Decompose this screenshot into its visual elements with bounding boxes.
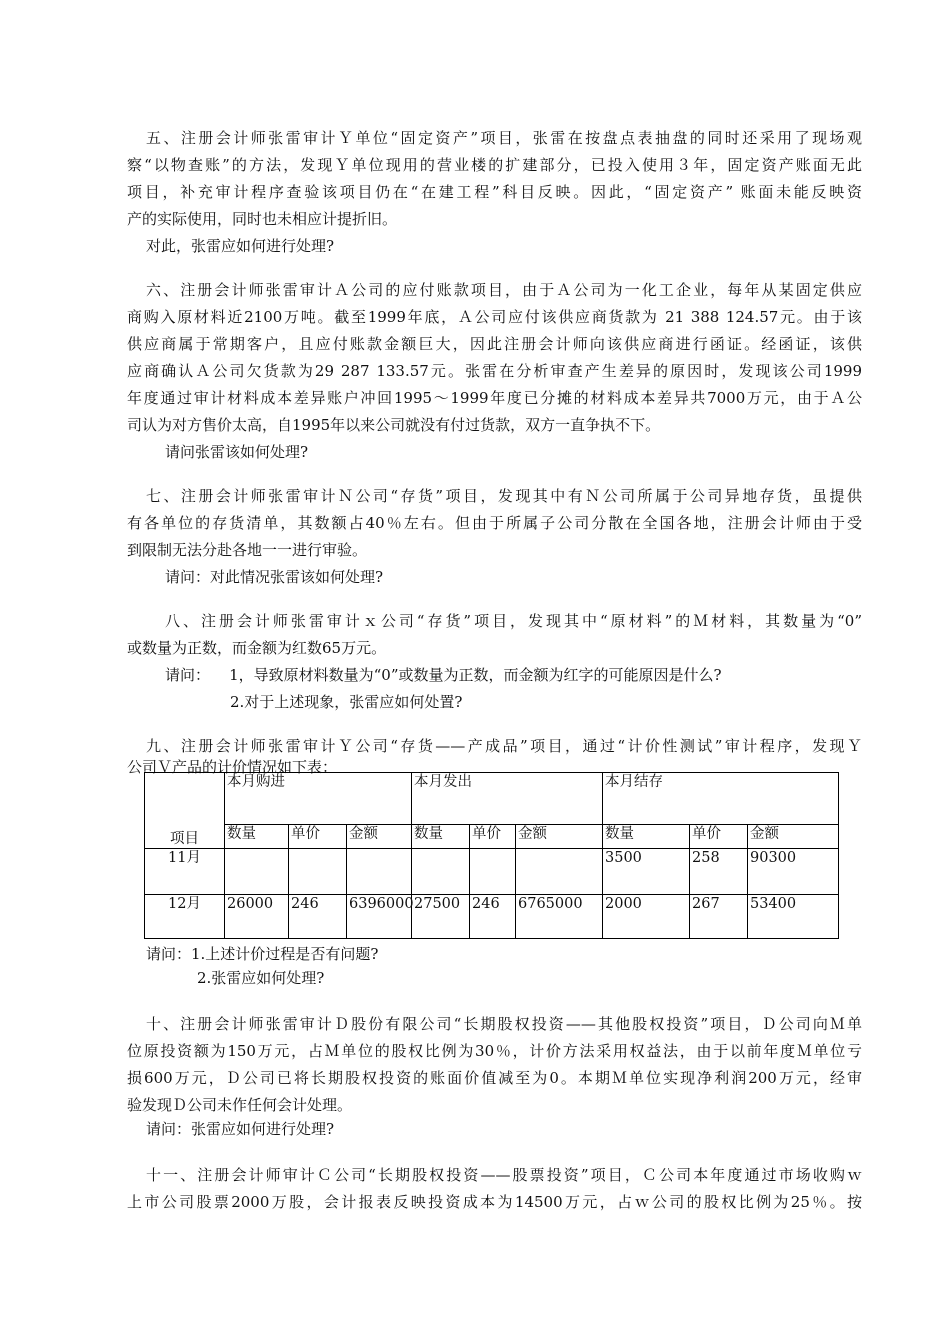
table-cell: 53400 [748,895,839,939]
table-subheader: 金额 [516,825,603,849]
table-cell: 246 [289,895,347,939]
table-cell: 246 [470,895,516,939]
s11-line-1: 十一、注册会计师审计Ｃ公司“长期股权投资——股票投资”项目，Ｃ公司本年度通过市场收购ｗ [146,1166,862,1184]
s10-line-1: 十、注册会计师张雷审计Ｄ股份有限公司“长期股权投资——其他股权投资”项目，Ｄ公司向Ｍ单 [146,1015,862,1033]
s7-line-3: 到限制无法分赴各地一一进行审验。 [127,541,368,559]
table-header-purchases: 本月购进 [225,773,412,825]
table-header-balance: 本月结存 [603,773,839,825]
table-header-item: 项目 [145,773,225,849]
s7-line-1: 七、注册会计师张雷审计Ｎ公司“存货”项目，发现其中有Ｎ公司所属于公司异地存货，虽提供 [146,487,862,505]
table-row [145,895,839,939]
table-subheader: 单价 [470,825,516,849]
table-subheader: 单价 [289,825,347,849]
s10-line-3: 损600万元，Ｄ公司已将长期股权投资的账面价值减至为0。本期Ｍ单位实现净利润200万元，经审 [127,1069,862,1087]
s8-line-2: 或数量为正数，而金额为红数65万元。 [127,639,387,657]
table-cell: 26000 [225,895,289,939]
table-cell [225,849,289,895]
s8-line-1: 八、注册会计师张雷审计ｘ公司“存货”项目，发现其中“原材料”的Ｍ材料，其数量为“0” [165,612,862,630]
table-cell [289,849,347,895]
s10-question: 请问：张雷应如何进行处理? [146,1120,335,1138]
table-subheader: 数量 [412,825,470,849]
table-subheader: 金额 [347,825,412,849]
s6-line-3: 供应商属于常期客户，且应付账款金额巨大，因此注册会计师向该供应商进行函证。经函证，该供 [127,335,862,353]
s7-line-2: 有各单位的存货清单，其数额占40％左右。但由于所属子公司分散在全国各地，注册会计师由于受 [127,514,862,532]
table-header-issued: 本月发出 [412,773,603,825]
s6-line-5: 年度通过审计材料成本差异账户冲回1995～1999年度已分摊的材料成本差异共7000万元，由于Ａ公 [127,389,862,407]
table-cell: 2000 [603,895,690,939]
table-subheader: 数量 [603,825,690,849]
table-cell [516,849,603,895]
s6-line-6: 司认为对方售价太高，自1995年以来公司就没有付过货款，双方一直争执不下。 [127,416,661,434]
s10-line-2: 位原投资额为150万元，占Ｍ单位的股权比例为30％，计价方法采用权益法，由于以前年度Ｍ单位亏 [127,1042,862,1060]
table-cell [347,849,412,895]
s5-line-4: 产的实际使用，同时也未相应计提折旧。 [127,210,398,228]
s6-line-1: 六、注册会计师张雷审计Ａ公司的应付账款项目，由于Ａ公司为一化工企业，每年从某固定供应 [146,281,862,299]
s6-line-4: 应商确认Ａ公司欠货款为29 287 133.57元。张雷在分析审查产生差异的原因时，发现该公司1999 [127,362,862,380]
table-row [145,849,839,895]
s5-question: 对此，张雷应如何进行处理? [146,237,335,255]
table-cell [412,849,470,895]
table-subheader: 金额 [748,825,839,849]
table-subheader: 单价 [690,825,748,849]
table-cell: 90300 [748,849,839,895]
s5-line-1: 五、注册会计师张雷审计Ｙ单位“固定资产”项目，张雷在按盘点表抽盘的同时还采用了现场观 [146,129,862,147]
table-cell: 267 [690,895,748,939]
s6-line-2: 商购入原材料近2100万吨。截至1999年底，Ａ公司应付该供应商货款为 21 388 124.57元。由于该 [127,308,862,326]
s6-question: 请问张雷该如何处理? [165,443,309,461]
s9-line-1: 九、注册会计师张雷审计Ｙ公司“存货——产成品”项目，通过“计价性测试”审计程序，发现Ｙ [146,737,862,755]
table-cell: 258 [690,849,748,895]
table-cell: 3500 [603,849,690,895]
s11-line-2: 上市公司股票2000万股，会计报表反映投资成本为14500万元，占ｗ公司的股权比例为25％。按 [127,1193,862,1211]
table-cell: 6765000 [516,895,603,939]
table-cell: 6396000 [347,895,412,939]
row-label: 12月 [145,895,225,939]
s9-question-1: 请问：1.上述计价过程是否有问题? [146,945,379,963]
s5-line-3: 项目，补充审计程序查验该项目仍在“在建工程”科目反映。因此，“固定资产” 账面未能反映资 [127,183,862,201]
table-subheader: 数量 [225,825,289,849]
s9-line-2: 公司Ｖ产品的计价情况如下表： [127,758,338,776]
s10-line-4: 验发现Ｄ公司未作任何会计处理。 [127,1096,353,1114]
s8-question-2: 2.对于上述现象，张雷应如何处置? [230,693,463,711]
s8-question-1: 请问： 1，导致原材料数量为“0”或数量为正数，而金额为红字的可能原因是什么? [165,666,722,684]
pricing-table [144,772,839,939]
table-cell: 27500 [412,895,470,939]
s9-question-2: 2.张雷应如何处理? [197,969,325,987]
table-cell [470,849,516,895]
row-label: 11月 [145,849,225,895]
s7-question: 请问：对此情况张雷该如何处理? [165,568,384,586]
s5-line-2: 察“以物查账”的方法，发现Ｙ单位现用的营业楼的扩建部分，已投入使用３年，固定资产账面无此 [127,156,862,174]
